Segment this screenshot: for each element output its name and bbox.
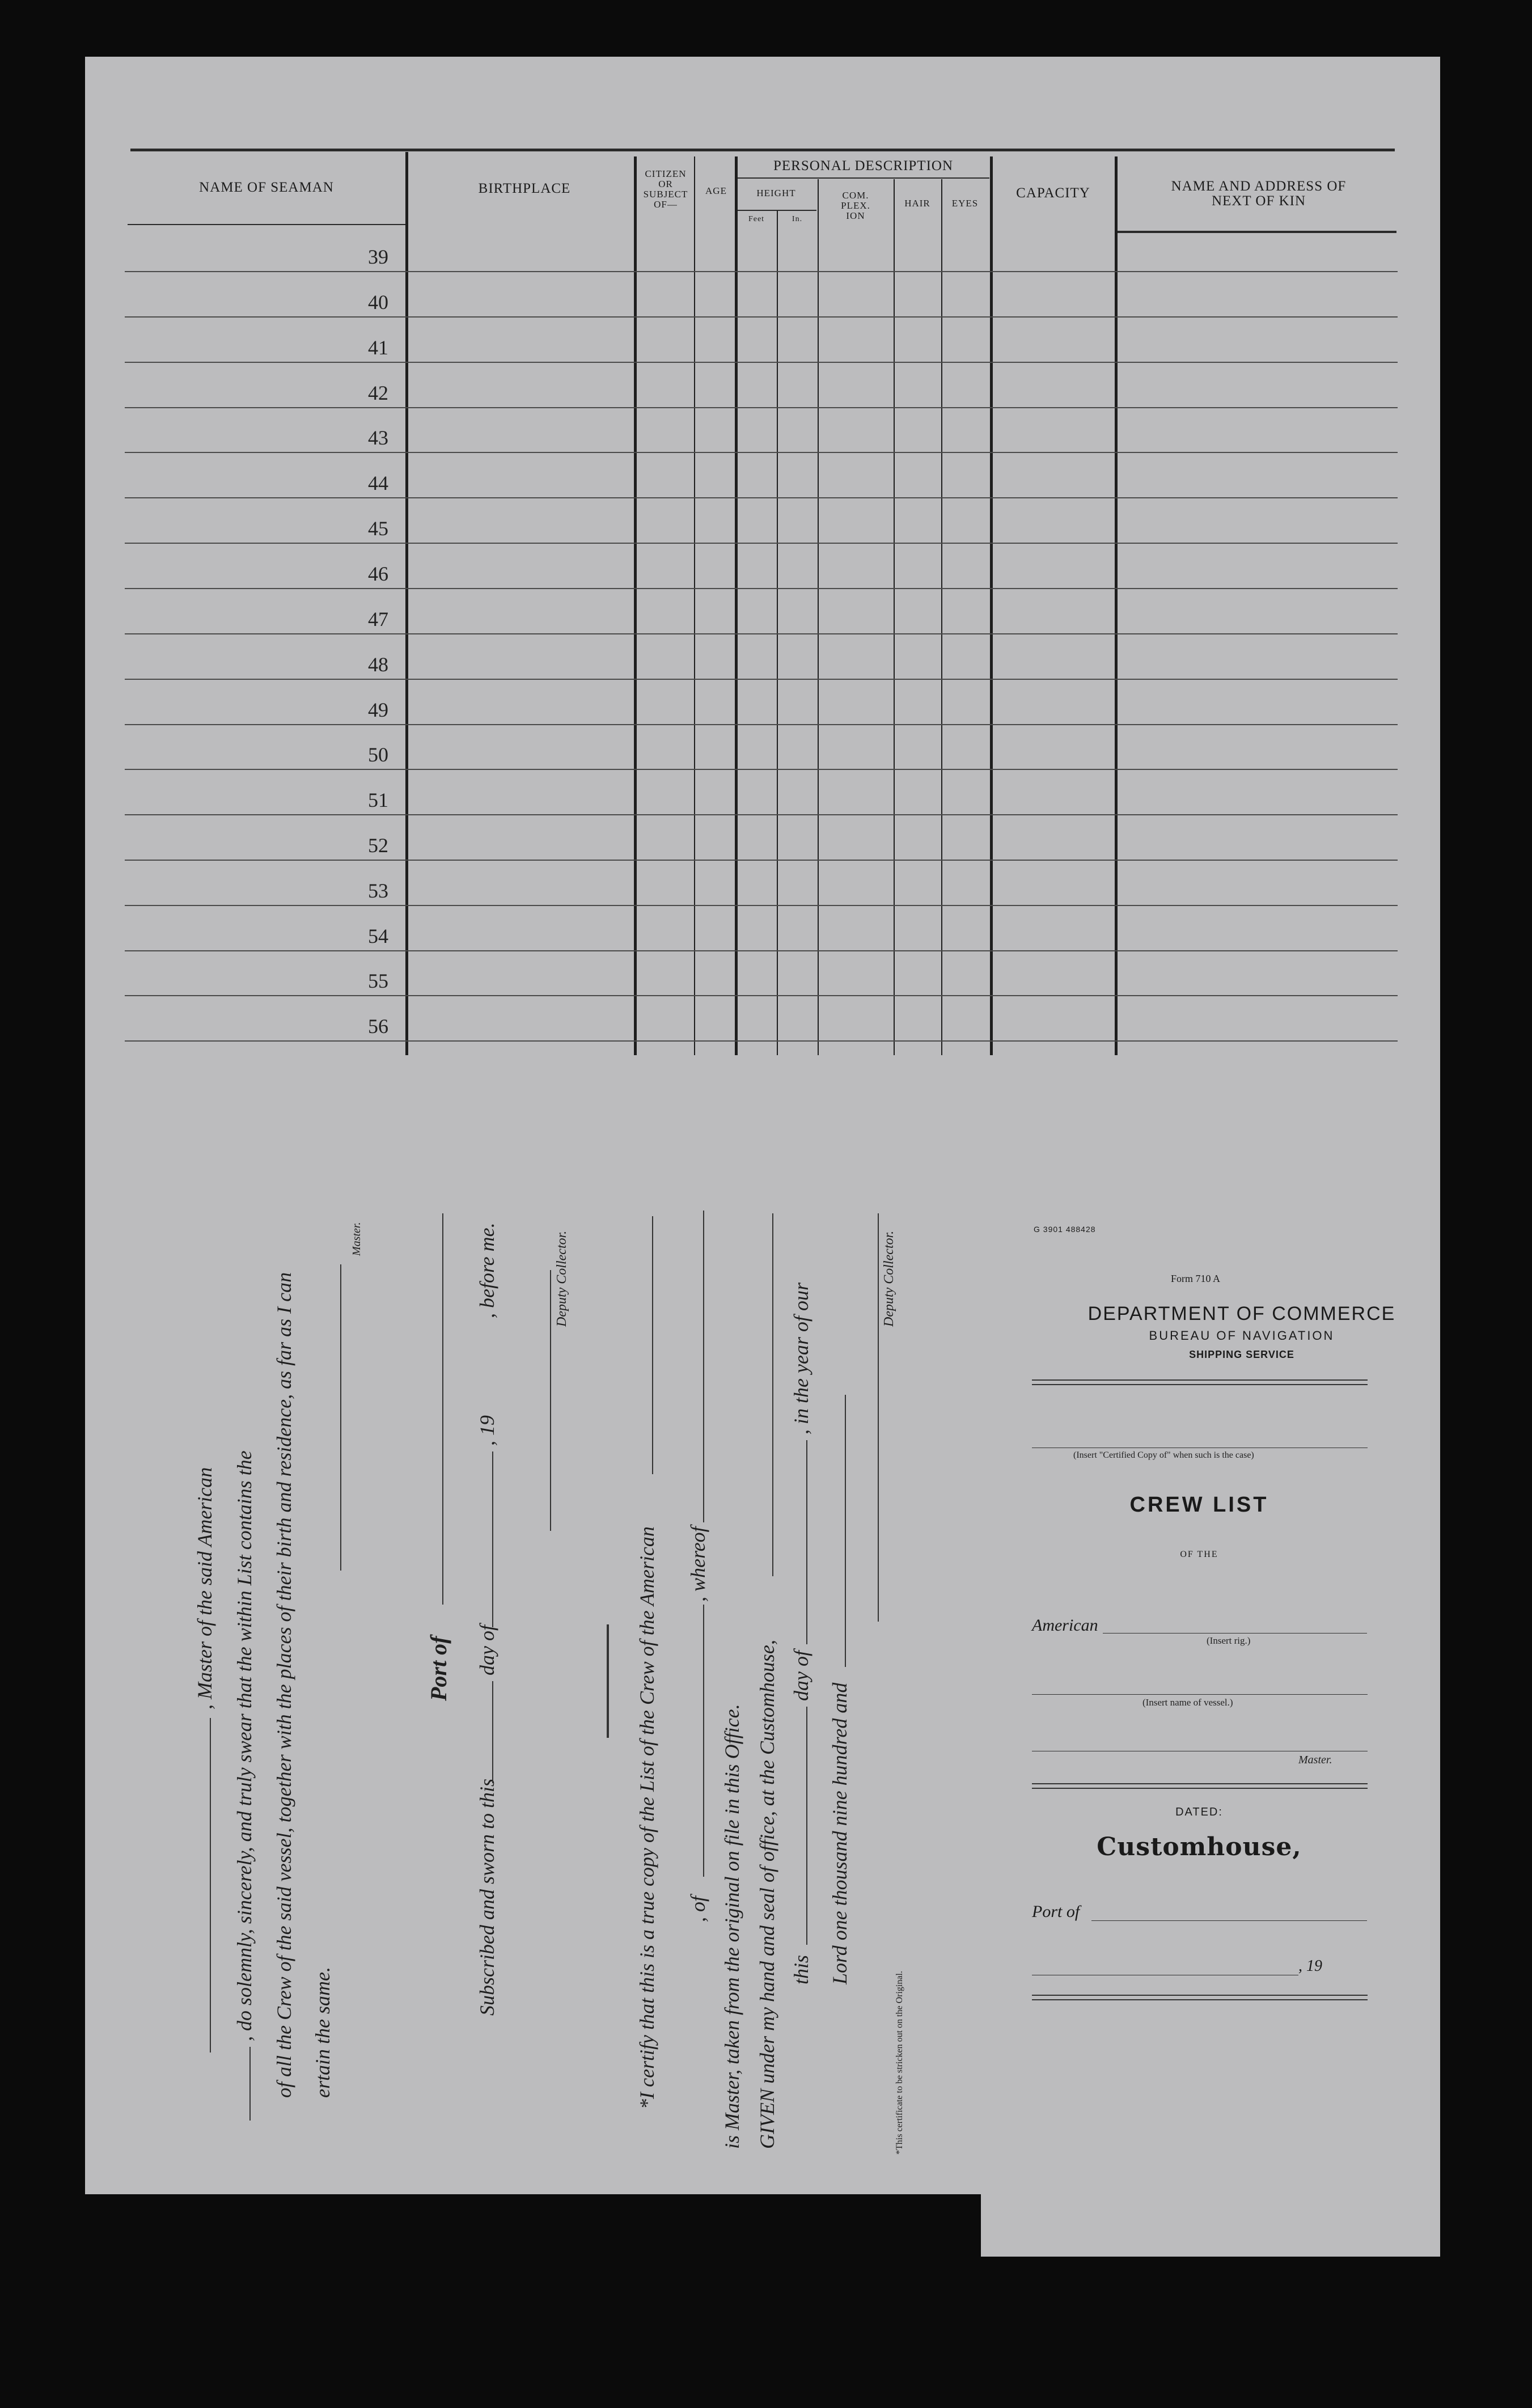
row-rule <box>125 633 1398 634</box>
oath-master-label: Master. <box>350 1222 363 1256</box>
oath-line-ascertain: ertain the same. <box>311 1967 334 2098</box>
cert-whereof: , whereof <box>687 1526 709 1602</box>
row-number: 47 <box>368 608 388 630</box>
dated-label: DATED: <box>1175 1806 1223 1818</box>
row-number: 54 <box>368 925 388 947</box>
oath-dayof-blank <box>492 1451 493 1627</box>
personal-description-rule <box>736 177 989 179</box>
row-number: 56 <box>368 1015 388 1038</box>
header-complexion <box>819 191 892 221</box>
row-rule <box>125 588 1398 589</box>
header-citizen-1: CITIZEN <box>645 168 687 179</box>
header-eyes: EYES <box>951 198 979 209</box>
row-number: 48 <box>368 653 388 676</box>
oath-day-of: day of <box>476 1625 498 1675</box>
header-feet: Feet <box>748 215 765 223</box>
row-rule <box>125 769 1398 770</box>
cover-rule <box>1032 1379 1368 1381</box>
cert-this: this <box>790 1954 812 1984</box>
oath-subscribed: Subscribed and sworn to this <box>476 1778 498 2016</box>
col-rule-birthplace <box>634 156 637 1055</box>
oath-line-crew: of all the Crew of the said vessel, together with the places of their birth and residence, as far as I can <box>273 1272 295 2098</box>
row-rule <box>125 1040 1398 1042</box>
row-rule <box>125 543 1398 544</box>
col-rule-name <box>405 152 408 1055</box>
col-rule-age <box>735 156 738 1055</box>
header-hair: HAIR <box>904 198 930 209</box>
deputy-signature-line-1 <box>550 1270 551 1531</box>
cert-of-blank <box>703 1605 704 1877</box>
col-rule-capacity <box>1115 156 1118 1055</box>
cover-rule <box>1032 1384 1368 1385</box>
customhouse-title: Customhouse, <box>1097 1833 1302 1861</box>
row-rule <box>125 814 1398 815</box>
cert-deputy-collector: Deputy Collector. <box>882 1230 896 1327</box>
row-rule <box>125 724 1398 725</box>
cert-of: , of <box>687 1895 709 1922</box>
col-rule-complexion <box>894 179 895 1055</box>
american-label: American <box>1032 1616 1098 1635</box>
cert-customhouse-blank <box>772 1213 773 1576</box>
row-number: 39 <box>368 246 388 268</box>
header-personal-description: PERSONAL DESCRIPTION <box>773 158 954 173</box>
cert-dayof-blank <box>806 1440 807 1644</box>
oath-before-me: , before me. <box>476 1222 498 1318</box>
col-rule-eyes <box>990 156 993 1055</box>
deputy-signature-line-2 <box>878 1213 879 1622</box>
header-kin-2: NEXT OF KIN <box>1211 193 1306 209</box>
row-number: 40 <box>368 291 388 314</box>
cert-lord: Lord one thousand nine hundred and <box>828 1682 851 1984</box>
separator-rule <box>607 1624 609 1738</box>
row-number: 49 <box>368 699 388 721</box>
header-bottom-rule-left <box>128 224 405 225</box>
cert-year: , in the year of our <box>790 1283 812 1434</box>
row-rule <box>125 995 1398 996</box>
header-complexion-1: COM. <box>842 190 869 201</box>
row-number: 41 <box>368 336 388 359</box>
col-rule-inches <box>818 179 819 1055</box>
col-rule-citizen <box>694 156 695 1055</box>
height-rule <box>736 210 816 211</box>
header-name-of-seaman: NAME OF SEAMAN <box>199 180 334 195</box>
cert-american-blank <box>652 1216 653 1474</box>
row-number: 50 <box>368 743 388 766</box>
col-rule-hair <box>941 179 942 1055</box>
cover-rule <box>1032 1783 1368 1784</box>
cover-rule <box>1032 1788 1368 1789</box>
row-rule <box>125 362 1398 363</box>
row-rule <box>125 407 1398 408</box>
master-label: Master. <box>1298 1754 1332 1766</box>
row-number: 55 <box>368 970 388 992</box>
department-title: DEPARTMENT OF COMMERCE <box>1087 1303 1396 1324</box>
vessel-name-blank <box>1032 1694 1368 1695</box>
oath-subscribed-blank <box>492 1681 493 1783</box>
row-rule <box>125 452 1398 453</box>
header-complexion-3: ION <box>846 210 865 221</box>
torn-edge <box>74 2194 981 2313</box>
header-inches: In. <box>792 215 803 223</box>
cert-footnote: *This certificate to be stricken out on the Original. <box>895 1971 904 2155</box>
header-citizen <box>638 169 693 209</box>
cert-whereof-blank <box>703 1211 704 1522</box>
port-of-label: Port of <box>1032 1902 1080 1921</box>
oath-port-of: Port of <box>426 1636 451 1701</box>
row-number: 45 <box>368 517 388 540</box>
oath-line-swear-blank <box>249 2047 251 2121</box>
header-bottom-rule <box>1116 231 1396 233</box>
of-the-label: OF THE <box>1180 1550 1218 1559</box>
cert-line-certify: *I certify that this is a true copy of the List of the Crew of the American <box>636 1526 658 2109</box>
oath-year: , 19 <box>476 1415 498 1446</box>
header-height: HEIGHT <box>756 188 796 198</box>
form-number: Form 710 A <box>1171 1273 1221 1284</box>
row-number: 53 <box>368 879 388 902</box>
port-blank <box>1091 1920 1367 1921</box>
crew-list-title: CREW LIST <box>1129 1493 1269 1517</box>
insert-certified-note: (Insert "Certified Copy of" when such is the case) <box>1073 1450 1254 1460</box>
insert-rig-note: (Insert rig.) <box>1207 1635 1251 1646</box>
row-rule <box>125 905 1398 906</box>
serial-number: G 3901 488428 <box>1034 1225 1096 1234</box>
row-rule <box>125 316 1398 318</box>
cert-this-blank <box>806 1707 807 1945</box>
row-number: 42 <box>368 382 388 404</box>
service-title: SHIPPING SERVICE <box>1189 1349 1294 1360</box>
header-capacity: CAPACITY <box>1016 185 1090 201</box>
header-age: AGE <box>705 185 727 196</box>
row-number: 44 <box>368 472 388 494</box>
header-birthplace: BIRTHPLACE <box>478 181 571 196</box>
cover-rule <box>1032 1999 1368 2000</box>
cert-is-master: is Master, taken from the original on file in this Office. <box>721 1704 743 2149</box>
oath-port-blank <box>442 1213 443 1605</box>
row-number: 46 <box>368 562 388 585</box>
bureau-title: BUREAU OF NAVIGATION <box>1149 1328 1335 1343</box>
oath-line-master: , Master of the said American <box>193 1467 216 1709</box>
year-label: , 19 <box>1298 1957 1322 1975</box>
cert-given: GIVEN under my hand and seal of office, at the Customhouse, <box>756 1640 778 2149</box>
cert-lord-blank <box>845 1395 846 1667</box>
row-number: 51 <box>368 789 388 811</box>
row-rule <box>125 860 1398 861</box>
header-citizen-3: SUBJECT <box>643 188 688 200</box>
row-rule <box>125 271 1398 272</box>
oath-line-swear: , do solemnly, sincerely, and truly swear that the within List contains the <box>233 1450 256 2041</box>
header-citizen-4: OF— <box>654 198 678 210</box>
row-number: 43 <box>368 426 388 449</box>
header-kin-1: NAME AND ADDRESS OF <box>1171 179 1347 194</box>
header-next-of-kin <box>1120 179 1398 209</box>
oath-deputy-collector: Deputy Collector. <box>555 1230 569 1327</box>
cover-rule <box>1032 1995 1368 1996</box>
row-rule <box>125 679 1398 680</box>
row-number: 52 <box>368 834 388 857</box>
row-rule <box>125 497 1398 498</box>
table-top-rule <box>130 149 1395 151</box>
oath-line-master-blank <box>210 1718 211 2052</box>
header-citizen-2: OR <box>658 178 673 189</box>
row-rule <box>125 950 1398 951</box>
cert-day-of: day of <box>790 1651 812 1701</box>
insert-name-note: (Insert name of vessel.) <box>1142 1697 1233 1708</box>
header-complexion-2: PLEX. <box>841 200 870 211</box>
master-signature-line <box>340 1264 341 1571</box>
